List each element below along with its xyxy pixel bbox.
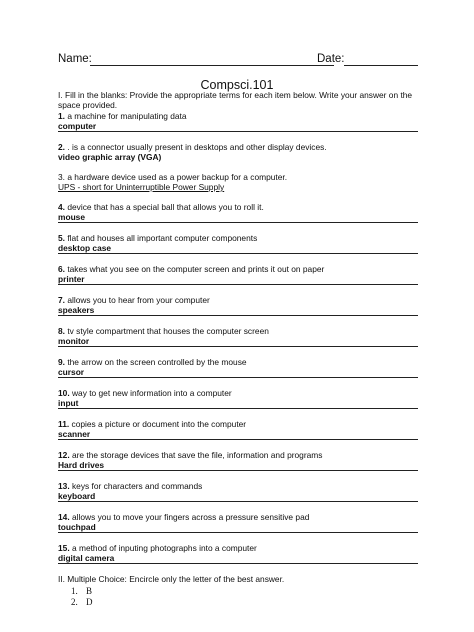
name-label: Name: bbox=[58, 53, 92, 65]
list-item bbox=[58, 597, 418, 608]
question-number: 12. bbox=[58, 450, 70, 460]
question-item bbox=[58, 264, 418, 285]
choice-answer: B bbox=[86, 586, 93, 596]
question-answer: mouse bbox=[58, 212, 418, 223]
question-number: 1. bbox=[58, 111, 65, 121]
question-answer: keyboard bbox=[58, 491, 418, 502]
question-prompt: allows you to move your fingers across a pressure sensitive pad bbox=[69, 512, 310, 522]
section1-instructions: I. Fill in the blanks: Provide the appropriate terms for each item below. Write your answer on the space provided. bbox=[58, 90, 413, 110]
question-item bbox=[58, 419, 418, 440]
question-number: 14. bbox=[58, 512, 70, 522]
question-number: 9. bbox=[58, 357, 65, 367]
question-item bbox=[58, 326, 418, 347]
question-item bbox=[58, 357, 418, 378]
question-number: 6. bbox=[58, 264, 65, 274]
question-answer: input bbox=[58, 398, 418, 409]
question-number: 15. bbox=[58, 543, 70, 553]
choice-number: 2. bbox=[71, 597, 78, 607]
question-answer: computer bbox=[58, 121, 418, 132]
question-item bbox=[58, 450, 418, 471]
question-number: 4. bbox=[58, 202, 65, 212]
question-number: 10. bbox=[58, 388, 70, 398]
question-answer: cursor bbox=[58, 367, 418, 378]
question-item bbox=[58, 388, 418, 409]
question-answer: Hard drives bbox=[58, 460, 418, 471]
question-prompt: keys for characters and commands bbox=[69, 481, 203, 491]
question-prompt: copies a picture or document into the computer bbox=[69, 419, 247, 429]
question-answer-container bbox=[58, 182, 418, 192]
question-prompt: . is a connector usually present in desktops and other display devices. bbox=[65, 142, 327, 152]
question-item bbox=[58, 111, 418, 132]
question-prompt: device that has a special ball that allows you to roll it. bbox=[65, 202, 264, 212]
question-answer: touchpad bbox=[58, 522, 418, 533]
question-answer: monitor bbox=[58, 336, 418, 347]
date-blank-line bbox=[344, 53, 418, 66]
list-item bbox=[58, 586, 418, 597]
question-item bbox=[58, 172, 418, 192]
section2-instructions: II. Multiple Choice: Encircle only the letter of the best answer. bbox=[58, 574, 285, 584]
question-item bbox=[58, 142, 418, 162]
document-title: Compsci.101 bbox=[200, 78, 274, 92]
question-item bbox=[58, 233, 418, 254]
question-prompt: takes what you see on the computer screen and prints it out on paper bbox=[65, 264, 325, 274]
question-number: 13. bbox=[58, 481, 70, 491]
question-number: 3. bbox=[58, 172, 65, 182]
question-item bbox=[58, 543, 418, 564]
question-answer: scanner bbox=[58, 429, 418, 440]
question-item bbox=[58, 202, 418, 223]
name-blank-line bbox=[90, 53, 334, 66]
question-number: 7. bbox=[58, 295, 65, 305]
question-answer: printer bbox=[58, 274, 418, 285]
question-answer: UPS - short for Uninterruptible Power Supply bbox=[58, 182, 225, 192]
question-prompt: allows you to hear from your computer bbox=[65, 295, 210, 305]
question-answer: digital camera bbox=[58, 553, 418, 564]
question-prompt: are the storage devices that save the file, information and programs bbox=[69, 450, 323, 460]
question-item bbox=[58, 295, 418, 316]
question-prompt: a machine for manipulating data bbox=[65, 111, 187, 121]
question-number: 11. bbox=[58, 419, 70, 429]
question-prompt: flat and houses all important computer components bbox=[65, 233, 258, 243]
question-number: 8. bbox=[58, 326, 65, 336]
question-prompt: tv style compartment that houses the computer screen bbox=[65, 326, 269, 336]
worksheet-content bbox=[58, 90, 418, 608]
question-answer: desktop case bbox=[58, 243, 418, 254]
question-answer: video graphic array (VGA) bbox=[58, 152, 162, 162]
question-item bbox=[58, 512, 418, 533]
question-number: 2. bbox=[58, 142, 65, 152]
multiple-choice-list bbox=[58, 586, 418, 608]
question-item bbox=[58, 481, 418, 502]
date-label: Date: bbox=[317, 53, 345, 65]
question-answer: speakers bbox=[58, 305, 418, 316]
question-prompt: a hardware device used as a power backup for a computer. bbox=[65, 172, 288, 182]
question-prompt: the arrow on the screen controlled by the mouse bbox=[65, 357, 247, 367]
choice-answer: D bbox=[86, 597, 93, 607]
question-prompt: way to get new information into a computer bbox=[69, 388, 232, 398]
choice-number: 1. bbox=[71, 586, 78, 596]
header-row bbox=[58, 53, 418, 69]
question-number: 5. bbox=[58, 233, 65, 243]
question-prompt: a method of inputing photographs into a computer bbox=[69, 543, 257, 553]
